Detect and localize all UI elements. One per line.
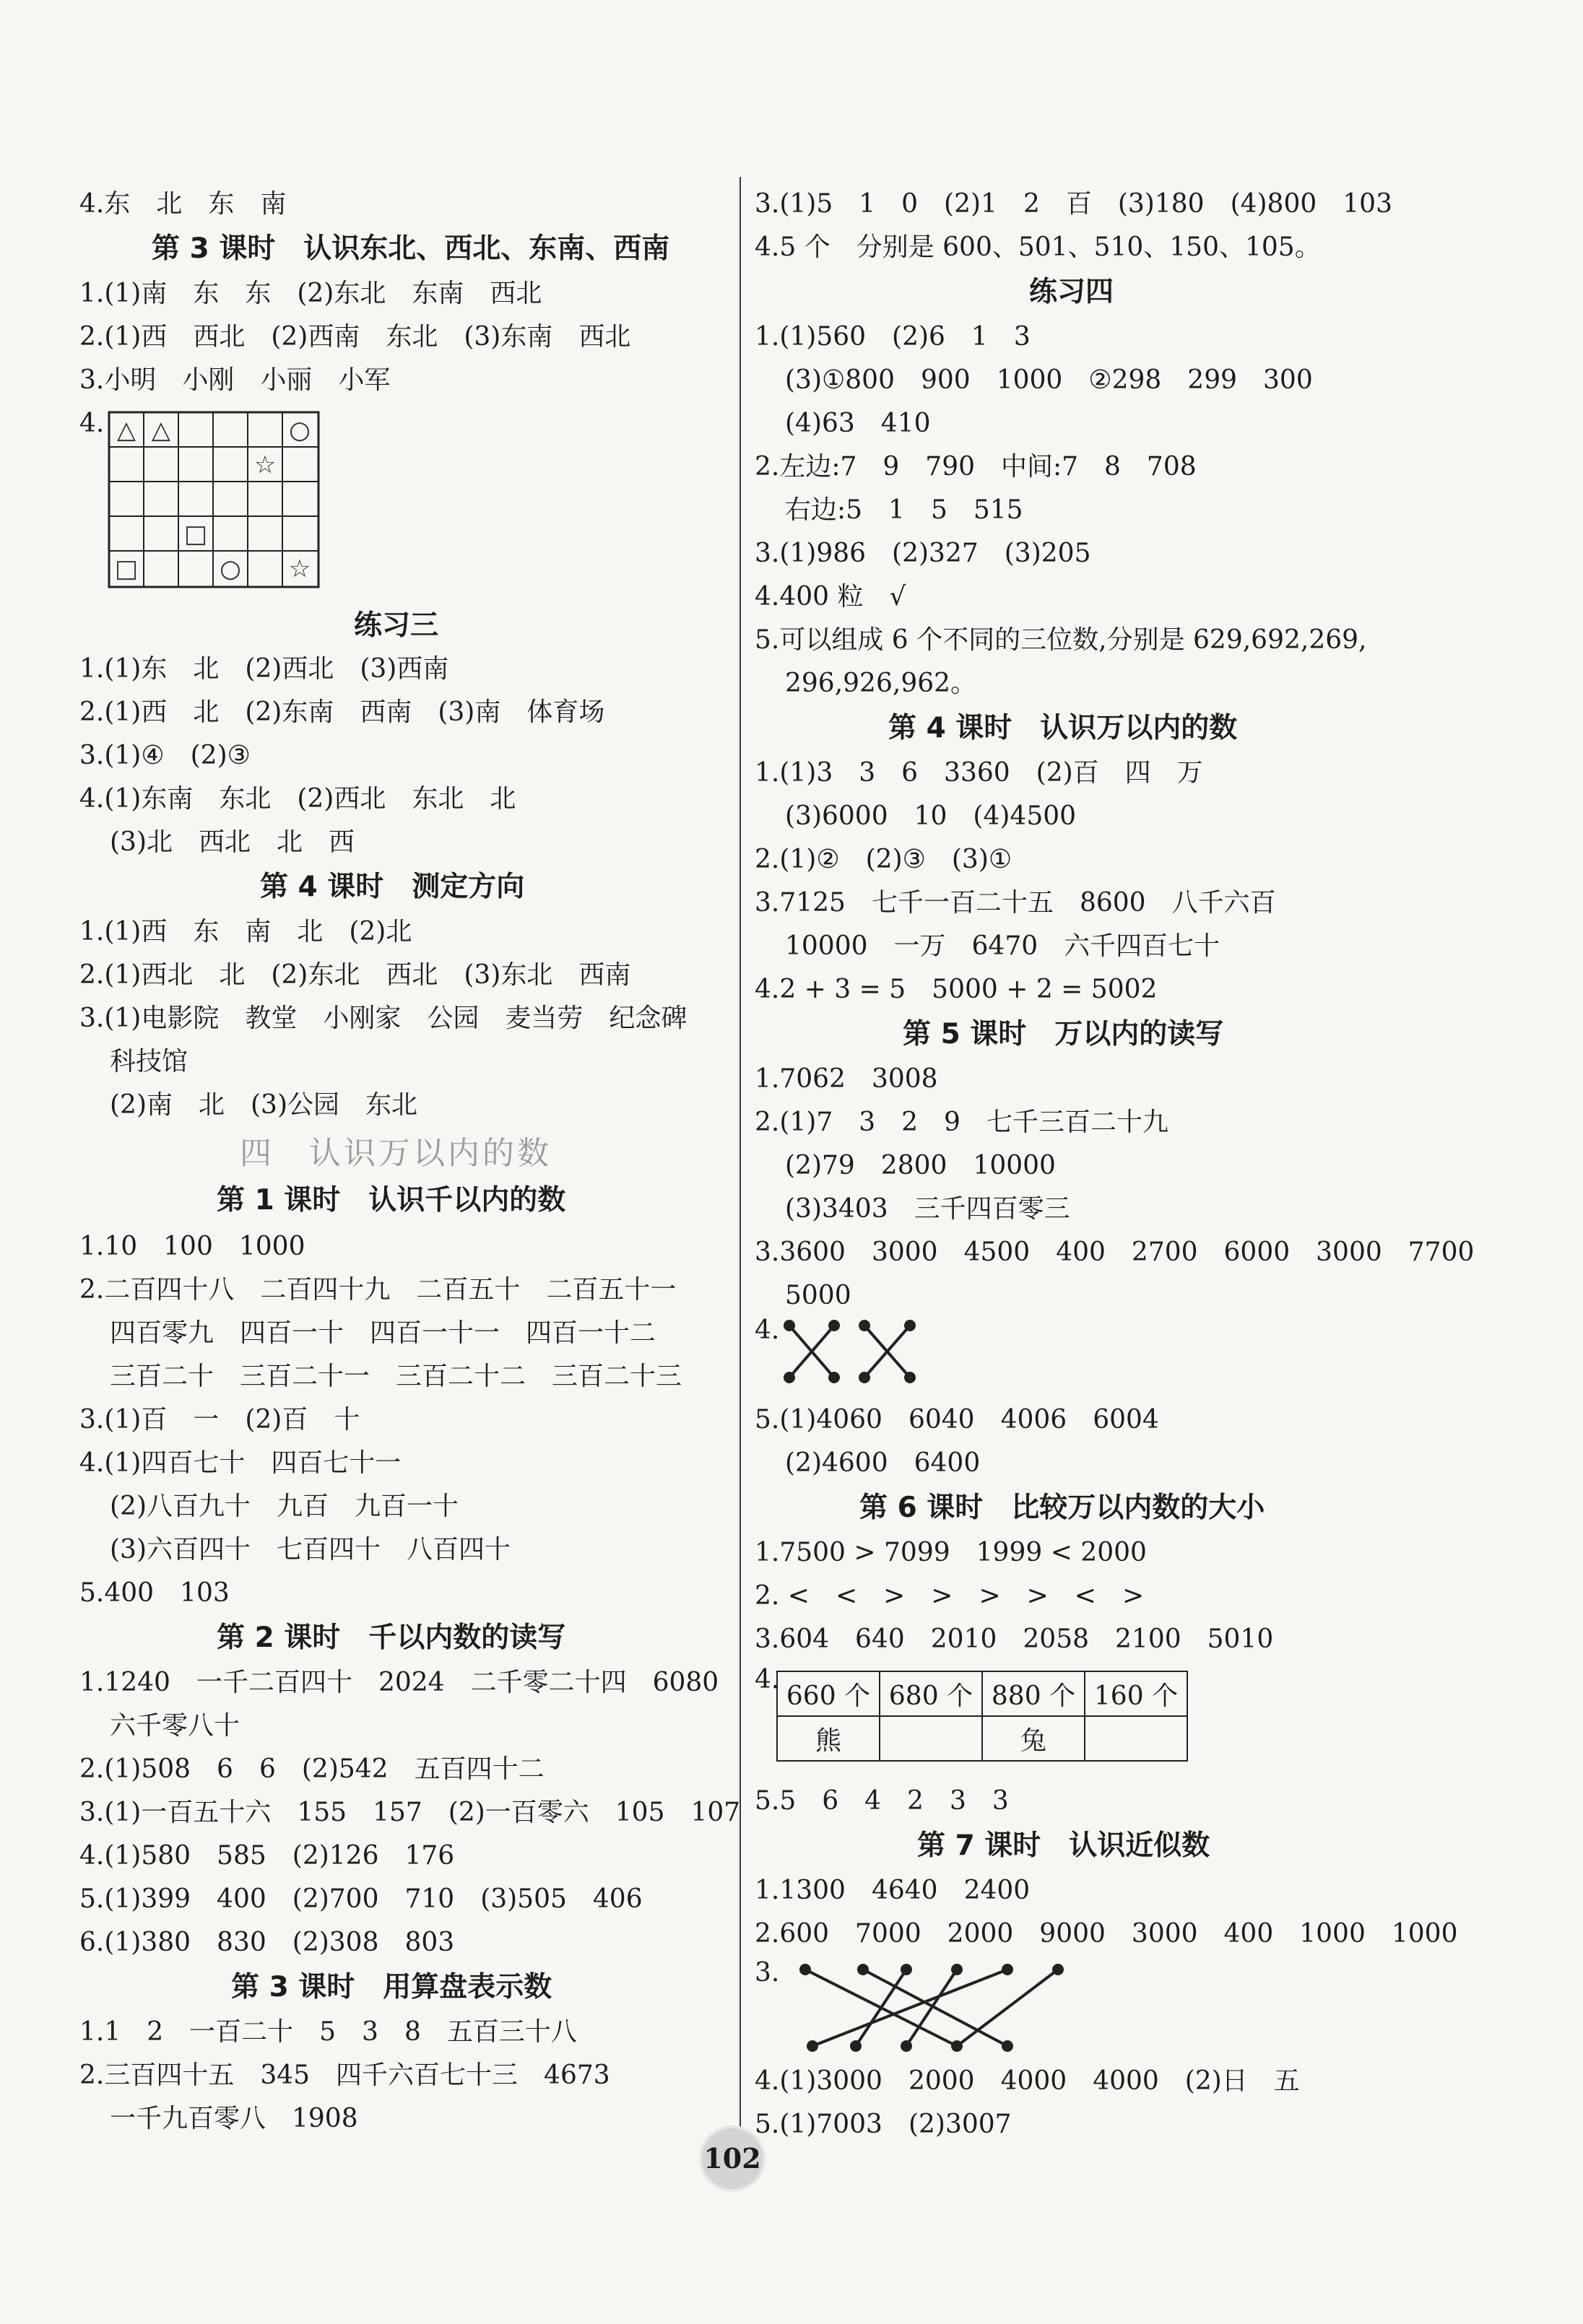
answer-line: (2)79 2800 10000 <box>785 1151 1056 1180</box>
exercise-heading: 练习四 <box>1029 276 1114 308</box>
answer-line: 1.(1)560 (2)6 1 3 <box>755 322 1031 352</box>
answer-line: 六千零八十 <box>110 1711 240 1741</box>
answer-line: 5.(1)4060 6040 4006 6004 <box>755 1405 1159 1435</box>
answer-line: 3.(1)986 (2)327 (3)205 <box>755 539 1091 568</box>
answer-line: 3.(1)一百五十六 155 157 (2)一百零六 105 107 <box>79 1798 741 1827</box>
answer-line: 2. < < > > > > < > <box>755 1581 1145 1611</box>
answer-line: 1.10 100 1000 <box>79 1232 305 1261</box>
answer-line: (3)3403 三千四百零三 <box>785 1194 1070 1224</box>
table-cell <box>1085 1716 1187 1761</box>
answer-line: 1.1300 4640 2400 <box>755 1876 1031 1905</box>
lesson-heading: 第 4 课时 测定方向 <box>260 871 525 903</box>
answer-line: 右边:5 1 5 515 <box>785 495 1023 525</box>
answer-line: 6.(1)380 830 (2)308 803 <box>79 1928 455 1957</box>
answer-line: 1.(1)东 北 (2)西北 (3)西南 <box>79 654 449 684</box>
triangle-symbol: △ <box>151 416 171 445</box>
question-number: 4. <box>755 1315 780 1345</box>
answer-line: 2.三百四十五 345 四千六百七十三 4673 <box>79 2060 610 2090</box>
answer-line: 5.可以组成 6 个不同的三位数,分别是 629,692,269, <box>755 625 1367 655</box>
answer-line: 10000 一万 6470 六千四百七十 <box>785 931 1220 961</box>
answer-line: 3.(1)5 1 0 (2)1 2 百 (3)180 (4)800 103 <box>755 189 1392 219</box>
page-number: 102 <box>702 2128 763 2189</box>
answer-line: 1.1240 一千二百四十 2024 二千零二十四 6080 <box>79 1668 719 1697</box>
table-cell: 880 个 <box>982 1671 1085 1716</box>
lesson-heading: 第 6 课时 比较万以内数的大小 <box>859 1492 1265 1524</box>
answer-line: 4.2 + 3 = 5 5000 + 2 = 5002 <box>755 975 1158 1004</box>
answer-line: 3.3600 3000 4500 400 2700 6000 3000 7700 <box>755 1237 1475 1267</box>
answer-line: 2.左边:7 9 790 中间:7 8 708 <box>755 452 1197 482</box>
answer-line: 1.7062 3008 <box>755 1064 938 1094</box>
lesson-heading: 第 5 课时 万以内的读写 <box>903 1018 1224 1050</box>
lesson-heading: 第 3 课时 用算盘表示数 <box>231 1971 552 2003</box>
answer-line: (3)北 西北 北 西 <box>110 827 355 857</box>
circle-symbol: ○ <box>289 416 311 445</box>
table-cell: 680 个 <box>880 1671 982 1716</box>
circle-symbol: ○ <box>220 554 241 583</box>
table-cell: 660 个 <box>777 1671 880 1716</box>
answer-line: (2)八百九十 九百 九百一十 <box>110 1492 459 1521</box>
answer-line: 3.小明 小刚 小丽 小军 <box>79 365 391 395</box>
answer-line: 5.400 103 <box>79 1578 230 1608</box>
symbol-grid <box>108 412 325 592</box>
answer-line: 4.400 粒 √ <box>755 582 906 612</box>
answer-line: 4.(1)四百七十 四百七十一 <box>79 1448 402 1478</box>
answer-line: (3)六百四十 七百四十 八百四十 <box>110 1535 511 1564</box>
chapter-title: 四 认识万以内的数 <box>240 1135 552 1172</box>
answer-line: 5.(1)7003 (2)3007 <box>755 2110 1012 2139</box>
answer-line: 一千九百零八 1908 <box>110 2104 358 2133</box>
exercise-heading: 练习三 <box>354 609 439 642</box>
lesson-heading: 第 4 课时 认识万以内的数 <box>888 712 1238 744</box>
answer-line: 三百二十 三百二十一 三百二十二 三百二十三 <box>110 1362 682 1391</box>
answer-line: 2.二百四十八 二百四十九 二百五十 二百五十一 <box>79 1275 677 1305</box>
table-cell <box>880 1716 982 1761</box>
matching-lines-diagram <box>784 1320 928 1385</box>
square-symbol: □ <box>183 520 208 549</box>
answer-line: 3.(1)电影院 教堂 小刚家 公园 麦当劳 纪念碑 <box>79 1004 688 1033</box>
answer-line: 3.(1)百 一 (2)百 十 <box>79 1405 360 1435</box>
answer-line: 3.604 640 2010 2058 2100 5010 <box>755 1624 1274 1654</box>
answer-line: 5.5 6 4 2 3 3 <box>755 1786 1009 1816</box>
answer-line: 1.7500 > 7099 1999 < 2000 <box>755 1538 1147 1567</box>
answer-line: (2)4600 6400 <box>785 1448 981 1478</box>
answer-table <box>776 1671 1188 1762</box>
lesson-heading: 第 3 课时 认识东北、西北、东南、西南 <box>152 232 670 265</box>
matching-lines-diagram <box>784 1958 1109 2059</box>
answer-line: 4.(1)580 585 (2)126 176 <box>79 1841 455 1871</box>
answer-line: 1.1 2 一百二十 5 3 8 五百三十八 <box>79 2017 577 2047</box>
answer-line: 2.(1)7 3 2 9 七千三百二十九 <box>755 1107 1168 1137</box>
answer-line: 1.(1)南 东 东 (2)东北 东南 西北 <box>79 279 542 308</box>
answer-line: 1.(1)西 东 南 北 (2)北 <box>79 917 412 946</box>
answer-line: 2.(1)西北 北 (2)东北 西北 (3)东北 西南 <box>79 960 631 990</box>
answer-line: 5000 <box>785 1281 851 1310</box>
answer-line: 2.600 7000 2000 9000 3000 400 1000 1000 <box>755 1919 1458 1949</box>
answer-line: 2.(1)508 6 6 (2)542 五百四十二 <box>79 1754 545 1784</box>
answer-line: 3.(1)④ (2)③ <box>79 741 251 770</box>
answer-line: 1.(1)3 3 6 3360 (2)百 四 万 <box>755 758 1203 788</box>
lesson-heading: 第 1 课时 认识千以内的数 <box>217 1184 566 1217</box>
answer-line: 2.(1)西 北 (2)东南 西南 (3)南 体育场 <box>79 697 605 727</box>
answer-line: (4)63 410 <box>785 409 931 438</box>
answer-line: 四百零九 四百一十 四百一十一 四百一十二 <box>110 1318 656 1348</box>
lesson-heading: 第 7 课时 认识近似数 <box>917 1829 1210 1862</box>
answer-line: 5.(1)399 400 (2)700 710 (3)505 406 <box>79 1884 643 1914</box>
answer-line: 科技馆 <box>110 1047 188 1076</box>
answer-line: (3)6000 10 (4)4500 <box>785 801 1077 831</box>
star-symbol: ☆ <box>288 554 311 583</box>
table-cell: 熊 <box>777 1716 880 1761</box>
question-number: 4. <box>755 1665 780 1694</box>
question-number: 3. <box>755 1958 780 1988</box>
star-symbol: ☆ <box>253 451 277 479</box>
answer-line: 4.5 个 分别是 600、501、510、150、105。 <box>755 232 1321 262</box>
answer-line: 2.(1)西 西北 (2)西南 东北 (3)东南 西北 <box>79 322 631 352</box>
lesson-heading: 第 2 课时 千以内数的读写 <box>217 1622 566 1654</box>
square-symbol: □ <box>114 554 139 583</box>
answer-line: 4.东 北 东 南 <box>79 189 287 219</box>
answer-line: 2.(1)② (2)③ (3)① <box>755 845 1012 874</box>
triangle-symbol: △ <box>116 416 136 445</box>
column-divider <box>740 177 741 2162</box>
answer-line: 4.(1)东南 东北 (2)西北 东北 北 <box>79 784 516 814</box>
question-number: 4. <box>79 409 105 438</box>
answer-line: 296,926,962。 <box>785 669 977 698</box>
table-cell: 兔 <box>982 1716 1085 1761</box>
table-cell: 160 个 <box>1085 1671 1187 1716</box>
answer-line: 3.7125 七千一百二十五 8600 八千六百 <box>755 888 1276 918</box>
answer-line: 4.(1)3000 2000 4000 4000 (2)日 五 <box>755 2066 1300 2096</box>
answer-line: (2)南 北 (3)公园 东北 <box>110 1090 417 1120</box>
answer-line: (3)①800 900 1000 ②298 299 300 <box>785 365 1313 395</box>
